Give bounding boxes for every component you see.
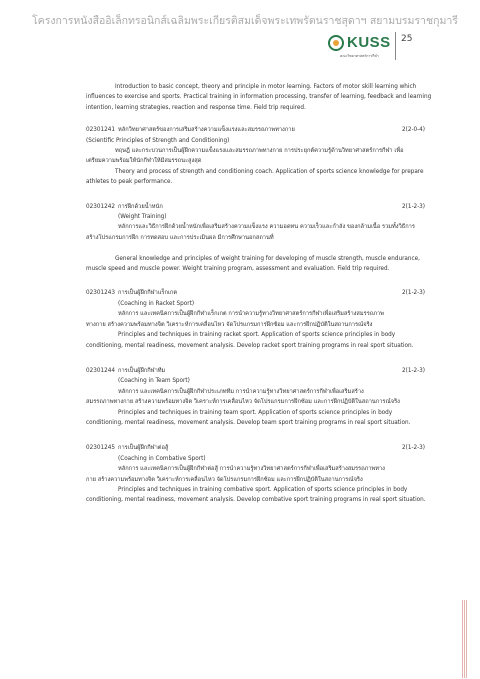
- desc-line: conditioning, mental readiness, movement analysis. Develop combative sport training programs in real sport situation.: [86, 497, 426, 504]
- desc-line: สร้างโปรแกรมการฝึก การทดสอบ และการประเมินผล มีการศึกษานอกสถานที่: [86, 234, 274, 241]
- course-thai-description: [86, 146, 442, 167]
- course-name: การเป็นผู้ฝึกกีฬาแร็กเกต: [118, 290, 178, 297]
- course-entry: [86, 366, 442, 428]
- intro-paragraph: [86, 82, 442, 113]
- intro-line: influences to exercise and sports. Practical training in information processing, transfer of learning, feedback and learning: [86, 94, 432, 101]
- page-number: 25: [401, 34, 413, 44]
- intro-line: intention, learning strategies, reaction and response time. Field trip required.: [86, 104, 306, 111]
- course-english-title: (Scientific Principles of Strength and Conditioning): [86, 137, 230, 144]
- course-code: 02301243: [86, 290, 115, 297]
- course-thai-description: [86, 464, 442, 485]
- course-credits: 2(2-0-4): [402, 127, 426, 134]
- course-credits: 2(1-2-3): [402, 290, 426, 297]
- logo-subtitle: คณะวิทยาศาสตร์การกีฬา: [340, 54, 379, 58]
- desc-line: conditioning, mental readiness, movement analysis. Develop team sport training programs in real sport situation.: [86, 419, 411, 426]
- course-thai-description: [86, 222, 442, 243]
- logo-emblem-icon: [328, 35, 344, 51]
- course-english-description: [86, 485, 442, 506]
- course-name: การเป็นผู้ฝึกกีฬาต่อสู้: [118, 445, 169, 452]
- desc-line: เตรียมความพร้อมให้นักกีฬาให้มีสมรรถนะสูงสุด: [86, 158, 202, 165]
- course-credits: 2(1-2-3): [402, 445, 426, 452]
- course-header: [86, 202, 442, 212]
- course-english-description: [86, 254, 442, 275]
- page-content: [86, 82, 442, 506]
- course-english-description: [86, 330, 442, 351]
- course-thai-description: [86, 309, 442, 330]
- course-code: 02301245: [86, 445, 115, 452]
- course-english-description: [86, 408, 442, 429]
- desc-line: สมรรถภาพทางกาย สร้างความพร้อมทางจิต วิเคราะห์การเคลื่อนไหว จัดโปรแกรมการฝึกซ้อม และการฝึกปฏิบัติในสถานการณ์จริง: [86, 399, 400, 406]
- course-english-title: (Coaching in Racket Sport): [118, 300, 195, 307]
- course-english-title: (Weight Training): [118, 214, 167, 221]
- desc-line: General knowledge and principles of weight training for developing of muscle strength, muscle endurance,: [115, 255, 420, 262]
- course-entry: [86, 443, 442, 505]
- desc-line: Principles and techniques in training combative sport. Application of sports science principles in body: [118, 486, 408, 493]
- desc-line: ทางกาย สร้างความพร้อมทางจิต วิเคราะห์การเคลื่อนไหว จัดโปรแกรมการฝึกซ้อม และการฝึกปฏิบัติในสถานการณ์จริง: [86, 321, 373, 328]
- course-header: [86, 125, 442, 135]
- course-entry: [86, 288, 442, 350]
- desc-line: หลักการ และเทคนิคการเป็นผู้ฝึกกีฬาต่อสู้ การนำความรู้ทางวิทยาศาสตร์การกีฬาเพื่อเสริมสร้างสมรรถภาพทาง: [118, 466, 385, 473]
- intro-line: Introduction to basic concept, theory and principle in motor learning. Factors of motor skill learning which: [115, 84, 417, 90]
- desc-line: กาย สร้างความพร้อมทางจิต วิเคราะห์การเคลื่อนไหว จัดโปรแกรมการฝึกซ้อม และการฝึกปฏิบัติในสถานการณ์จริง: [86, 476, 363, 483]
- course-english-description: [86, 167, 442, 188]
- course-credits: 2(1-2-3): [402, 367, 426, 374]
- course-name: หลักวิทยาศาสตร์ของการเสริมสร้างความแข็งแรงและสมรรถภาพทางกาย: [118, 127, 295, 134]
- course-header: [86, 288, 442, 298]
- margin-decoration-lines: [462, 600, 468, 678]
- header-title: โครงการหนังสืออิเล็กทรอนิกส์เฉลิมพระเกียรติสมเด็จพระเทพรัตนราชสุดาฯ สยามบรมราชกุมารี: [32, 15, 458, 27]
- course-name: การฝึกด้วยน้ำหนัก: [118, 203, 163, 210]
- course-name: การเป็นผู้ฝึกกีฬาทีม: [118, 367, 166, 374]
- logo-text: KUSS: [347, 34, 391, 51]
- desc-line: Theory and process of strength and conditioning coach. Application of sports science knowledge for prepare: [115, 168, 424, 175]
- course-header: [86, 443, 442, 453]
- course-code: 02301241: [86, 127, 115, 134]
- course-code: 02301242: [86, 203, 115, 210]
- desc-line: ทฤษฎี และกระบวนการเป็นผู้ฝึกความแข็งแรงและสมรรถภาพทางกาย การประยุกต์ความรู้ด้านวิทยาศาสตร์การกีฬา เพื่อ: [115, 148, 404, 155]
- desc-line: muscle speed and muscle power. Weight training program, assessment and evaluation. Field trip required.: [86, 266, 390, 273]
- desc-line: Principles and techniques in training racket sport. Application of sports science principles in body: [118, 332, 396, 339]
- desc-line: conditioning, mental readiness, movement analysis. Develop racket sport training programs in real sport situation.: [86, 342, 414, 349]
- desc-line: หลักการและวิธีการฝึกด้วยน้ำหนักเพื่อเสริมสร้างความแข็งแรง ความอดทน ความเร็วและกำลัง ของกล้ามเนื้อ รวมทั้งวิธีการ: [118, 224, 415, 231]
- course-entry: [86, 125, 442, 187]
- course-english-title: (Coaching in Combative Sport): [118, 455, 206, 462]
- course-english-title: (Coaching in Team Sport): [118, 378, 190, 385]
- desc-line: หลักการ และเทคนิคการเป็นผู้ฝึกกีฬาประเภททีม การนำความรู้ทางวิทยาศาสตร์การกีฬาเพื่อเสริมสร้าง: [118, 388, 364, 395]
- course-credits: 2(1-2-3): [402, 203, 426, 210]
- desc-line: Principles and techniques in training team sport. Application of sports science principles in body: [118, 409, 393, 416]
- course-header: [86, 366, 442, 376]
- header-divider: [395, 32, 396, 60]
- course-entry: [86, 202, 442, 275]
- course-thai-description: [86, 387, 442, 408]
- desc-line: athletes to peak performance.: [86, 179, 173, 186]
- desc-line: หลักการ และเทคนิคการเป็นผู้ฝึกกีฬาแร็กเกต การนำความรู้ทางวิทยาศาสตร์การกีฬาเพื่อเสริมสร้างสมรรถภาพ: [118, 311, 384, 318]
- course-code: 02301244: [86, 367, 115, 374]
